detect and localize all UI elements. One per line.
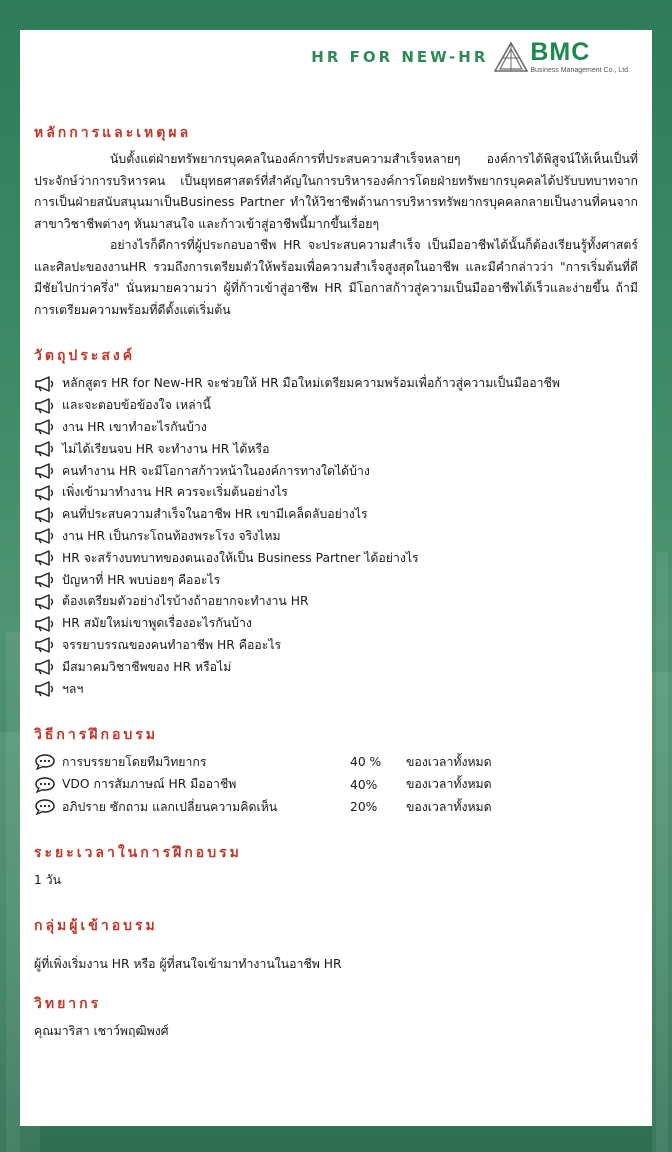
logo-subtext: Business Management Co., Ltd. (530, 67, 630, 74)
objective-text: ต้องเตรียมตัวอย่างไรบ้างถ้าอยากจะทำงาน HR (62, 594, 309, 609)
objective-text: ไม่ได้เรียนจบ HR จะทำงาน HR ได้หรือ (62, 441, 270, 456)
principles-paragraph-1: นับตั้งแต่ฝ่ายทรัพยากรบุคคลในองค์การที่ประสบความสำเร็จหลายๆ องค์การได้พิสูจน์ให้เห็นเป็นที่ประจักษ์ว่าการบริหารคน เป็นยุทธศาสตร์ที่สำคัญในการบริหารองค์การโดยฝ่ายทรัพยากรบุคคลได้ปรับบทบาทจากการเป็นฝ่ายสนับสนุนมาเป็นBusiness Partner ทำให้วิชาชีพด้านการบริหารทรัพยากรบุคคลกลายเป็นงานที่คนจากสาขาวิชาชีพต่างๆ หันมาสนใจ และก้าวเข้าสู่อาชีพนี้มากขึ้นเรื่อยๆ (34, 152, 638, 231)
logo-mark-icon (494, 42, 528, 72)
megaphone-icon (34, 528, 56, 544)
megaphone-icon (34, 616, 56, 632)
audience-title: กลุ่มผู้เข้าอบรม (34, 918, 158, 935)
megaphone-icon (34, 507, 56, 523)
speech-bubble-icon (34, 777, 56, 793)
list-item (34, 373, 638, 395)
megaphone-icon (34, 376, 56, 392)
megaphone-icon (34, 572, 56, 588)
objective-text: มีสมาคมวิชาชีพของ HR หรือไม่ (62, 659, 232, 674)
objective-text: และจะตอบข้อข้องใจ เหล่านี้ (62, 398, 211, 413)
objectives-title: วัตถุประสงค์ (34, 348, 136, 364)
method-name: การบรรยายโดยทีมวิทยากร (62, 754, 207, 769)
objective-text: คนทำงาน HR จะมีโอกาสก้าวหน้าในองค์การทางใดได้บ้าง (62, 463, 370, 478)
list-item (34, 635, 638, 657)
speaker-section (34, 993, 638, 1042)
megaphone-icon (34, 550, 56, 566)
speech-bubble-icon (34, 799, 56, 815)
methods-section (34, 724, 638, 819)
list-item (34, 678, 638, 700)
objective-text: จรรยาบรรณของคนทำอาชีพ HR คืออะไร (62, 637, 282, 652)
tagline: HR FOR NEW-HR (311, 48, 489, 66)
method-row (34, 796, 638, 819)
objectives-list (34, 373, 638, 700)
method-note: ของเวลาทั้งหมด (406, 777, 492, 792)
objective-text: งาน HR เป็นกระโถนท้องพระโรง จริงไหม (62, 528, 281, 543)
objective-text: ฯลฯ (62, 681, 84, 696)
duration-value: 1 วัน (34, 873, 62, 888)
list-item (34, 656, 638, 678)
megaphone-icon (34, 659, 56, 675)
duration-section (34, 842, 638, 891)
list-item (34, 591, 638, 613)
principles-section (34, 122, 638, 321)
audience-value: ผู้ที่เพิ่งเริ่มงาน HR หรือ ผู้ที่สนใจเข้ามาทำงานในอาชีพ HR (34, 957, 342, 972)
method-percent: 40% (350, 777, 378, 792)
megaphone-icon (34, 419, 56, 435)
duration-title: ระยะเวลาในการฝึกอบรม (34, 845, 242, 862)
principles-title: หลักการและเหตุผล (34, 125, 192, 141)
objective-text: งาน HR เขาทำอะไรกันบ้าง (62, 419, 207, 434)
list-item (34, 613, 638, 635)
header (311, 40, 630, 74)
objective-text: HR สมัยใหม่เขาพูดเรื่องอะไรกันบ้าง (62, 616, 252, 631)
list-item (34, 417, 638, 439)
list-item (34, 460, 638, 482)
list-item (34, 504, 638, 526)
method-row (34, 751, 638, 774)
bmc-logo (494, 40, 630, 74)
objective-text: ปัญหาที่ HR พบบ่อยๆ คืออะไร (62, 572, 221, 587)
content-card (20, 30, 652, 1126)
speaker-title: วิทยากร (34, 996, 102, 1013)
methods-title: วิธีการฝึกอบรม (34, 726, 158, 743)
objective-text: หลักสูตร HR for New-HR จะช่วยให้ HR มือใหม่เตรียมความพร้อมเพื่อก้าวสู่ความเป็นมืออาชีพ (62, 376, 560, 391)
list-item (34, 438, 638, 460)
method-note: ของเวลาทั้งหมด (406, 799, 492, 814)
content (34, 122, 638, 1042)
method-name: อภิปราย ซักถาม แลกเปลี่ยนความคิดเห็น (62, 799, 278, 814)
megaphone-icon (34, 681, 56, 697)
list-item (34, 395, 638, 417)
megaphone-icon (34, 398, 56, 414)
method-percent: 20% (350, 800, 378, 815)
method-row (34, 773, 638, 796)
objective-text: HR จะสร้างบทบาทของตนเองให้เป็น Business Partner ได้อย่างไร (62, 550, 419, 565)
megaphone-icon (34, 637, 56, 653)
objective-text: เพิ่งเข้ามาทำงาน HR ควรจะเริ่มต้นอย่างไร (62, 485, 288, 500)
speaker-name: คุณมาริสา เชาว์พฤฒิพงศ์ (34, 1024, 169, 1039)
megaphone-icon (34, 594, 56, 610)
list-item (34, 547, 638, 569)
logo-text: BMC (530, 38, 591, 66)
objective-text: คนที่ประสบความสำเร็จในอาชีพ HR เขามีเคล็ดลับอย่างไร (62, 507, 368, 522)
megaphone-icon (34, 485, 56, 501)
audience-section (34, 915, 638, 975)
method-note: ของเวลาทั้งหมด (406, 754, 492, 769)
megaphone-icon (34, 463, 56, 479)
list-item (34, 526, 638, 548)
method-percent: 40 % (350, 755, 382, 770)
megaphone-icon (34, 441, 56, 457)
principles-paragraph-2: อย่างไรก็ดีการที่ผู้ประกอบอาชีพ HR จะประสบความสำเร็จ เป็นมืออาชีพได้นั้นก็ต้องเรียนรู้ทั้งศาสตร์และศิลปะของงานHR รวมถึงการเตรียมตัวให้พร้อมเพื่อความสำเร็จสูงสุดในอาชีพ และมีคำกล่าวว่า "การเริ่มต้นที่ดีมีชัยไปกว่าครึ่ง" นั่นหมายความว่า ผู้ที่ก้าวเข้าสู่อาชีพ HR มีโอกาสก้าวสู่ความเป็นมืออาชีพได้เร็วและง่ายขึ้น ถ้ามีการเตรียมความพร้อมที่ดีตั้งแต่เริ่มต้น (34, 238, 638, 317)
method-name: VDO การสัมภาษณ์ HR มืออาชีพ (62, 777, 237, 792)
speech-bubble-icon (34, 754, 56, 770)
list-item (34, 569, 638, 591)
objectives-section (34, 345, 638, 700)
list-item (34, 482, 638, 504)
